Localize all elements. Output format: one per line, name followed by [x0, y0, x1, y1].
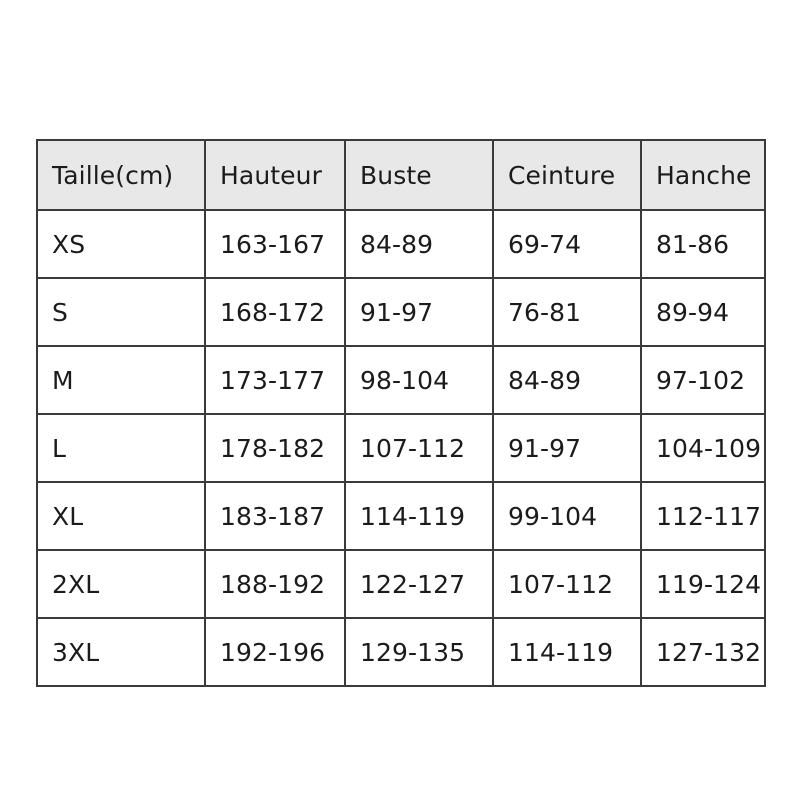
cell-hip: 104-109 [641, 414, 765, 482]
cell-hip: 119-124 [641, 550, 765, 618]
cell-bust: 98-104 [345, 346, 493, 414]
table-header [37, 140, 765, 210]
column-header-bust: Buste [345, 140, 493, 210]
cell-size: M [37, 346, 205, 414]
cell-waist: 114-119 [493, 618, 641, 686]
table-row [37, 210, 765, 278]
cell-size: 3XL [37, 618, 205, 686]
table-row [37, 482, 765, 550]
table-row [37, 550, 765, 618]
cell-bust: 91-97 [345, 278, 493, 346]
cell-height: 168-172 [205, 278, 345, 346]
cell-size: S [37, 278, 205, 346]
size-chart-container [36, 139, 764, 687]
cell-height: 183-187 [205, 482, 345, 550]
table-row [37, 618, 765, 686]
column-header-hip: Hanche [641, 140, 765, 210]
cell-waist: 107-112 [493, 550, 641, 618]
cell-size: XS [37, 210, 205, 278]
cell-bust: 122-127 [345, 550, 493, 618]
cell-waist: 69-74 [493, 210, 641, 278]
cell-height: 163-167 [205, 210, 345, 278]
table-row [37, 346, 765, 414]
cell-waist: 91-97 [493, 414, 641, 482]
cell-size: L [37, 414, 205, 482]
size-chart-table [36, 139, 766, 687]
cell-height: 192-196 [205, 618, 345, 686]
table-body [37, 210, 765, 686]
cell-height: 173-177 [205, 346, 345, 414]
cell-hip: 112-117 [641, 482, 765, 550]
cell-bust: 84-89 [345, 210, 493, 278]
column-header-waist: Ceinture [493, 140, 641, 210]
cell-hip: 97-102 [641, 346, 765, 414]
cell-size: 2XL [37, 550, 205, 618]
cell-hip: 81-86 [641, 210, 765, 278]
cell-height: 178-182 [205, 414, 345, 482]
cell-bust: 114-119 [345, 482, 493, 550]
cell-waist: 84-89 [493, 346, 641, 414]
column-header-size: Taille(cm) [37, 140, 205, 210]
cell-size: XL [37, 482, 205, 550]
cell-hip: 89-94 [641, 278, 765, 346]
cell-height: 188-192 [205, 550, 345, 618]
table-row [37, 278, 765, 346]
cell-bust: 107-112 [345, 414, 493, 482]
cell-waist: 76-81 [493, 278, 641, 346]
column-header-height: Hauteur [205, 140, 345, 210]
cell-waist: 99-104 [493, 482, 641, 550]
table-row [37, 414, 765, 482]
cell-hip: 127-132 [641, 618, 765, 686]
cell-bust: 129-135 [345, 618, 493, 686]
table-header-row [37, 140, 765, 210]
